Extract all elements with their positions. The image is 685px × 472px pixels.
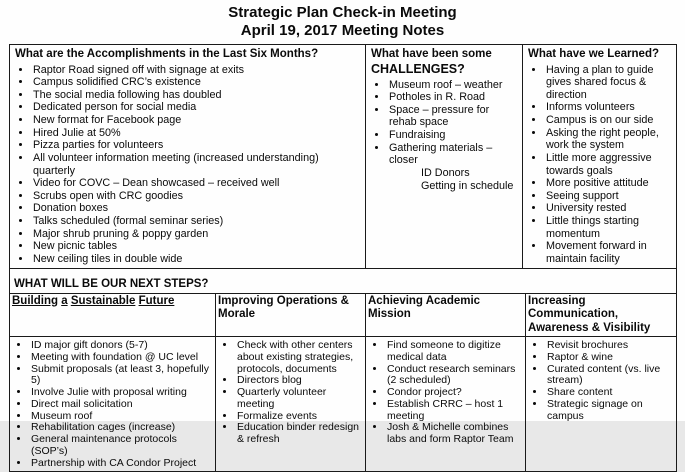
header-increasing-communication: Increasing Communication, Awareness & Visibility [526,293,677,337]
header-word: a [61,295,67,307]
list-item: • Campus is on our side [545,114,672,127]
improving-operations-list [219,340,361,446]
list-item: • All volunteer information meeting (increased understanding) quarterly [32,152,361,177]
list-item: • Gathering materials – closer [388,142,518,167]
cell-accomplishments [10,45,366,269]
doc-title [0,0,685,44]
list-item: • Having a plan to guide gives shared focus & direction [545,64,672,102]
list-item: • Curated content (vs. live stream) [546,364,672,388]
next-steps-section-header: WHAT WILL BE OUR NEXT STEPS? [10,268,677,293]
list-item: ID Donors [421,167,518,180]
list-item: • Raptor & wine [546,352,672,364]
list-item: • Share content [546,387,672,399]
challenges-header [369,47,518,78]
list-item: • New ceiling tiles in double wide [32,253,361,266]
list-item: • Find someone to digitize medical data [386,340,521,364]
cell-improving-operations-morale [216,337,366,472]
list-item: • Little more aggressive towards goals [545,152,672,177]
accomplishments-header: What are the Accomplishments in the Last Six Months? [13,47,361,63]
list-item: • Museum roof [30,411,211,423]
list-item: • Involve Julie with proposal writing [30,387,211,399]
list-item: • Video for COVC – Dean showcased – received well [32,177,361,190]
list-item: • Directors blog [236,375,361,387]
list-item: • Space – pressure for rehab space [388,104,518,129]
list-item: • Fundraising [388,129,518,142]
list-item: • Campus solidified CRC’s existence [32,76,361,89]
list-item: • ID major gift donors (5-7) [30,340,211,352]
list-item: • Education binder redesign & refresh [236,422,361,446]
learned-list [526,64,672,266]
list-item: • Josh & Michelle combines labs and form Raptor Team [386,422,521,446]
list-item: • Strategic signage on campus [546,399,672,423]
building-future-list [13,340,211,469]
header-word: Sustainable [71,295,136,307]
list-item: • Raptor Road signed off with signage at exits [32,64,361,77]
list-item: • Scrubs open with CRC goodies [32,190,361,203]
communication-list [529,340,672,422]
list-item: • Check with other centers about existing strategies, protocols, documents [236,340,361,375]
cell-challenges [366,45,523,269]
tables-container [9,44,676,472]
list-item: • Partnership with CA Condor Project [30,458,211,470]
list-item: • Major shrub pruning & poppy garden [32,228,361,241]
list-item: • Direct mail solicitation [30,399,211,411]
next-steps-table [9,268,677,472]
list-item: • Meeting with foundation @ UC level [30,352,211,364]
list-item: • Establish CRRC – host 1 meeting [386,399,521,423]
list-item: Getting in schedule [421,180,518,193]
learned-header: What have we Learned? [526,47,672,63]
list-item: • Conduct research seminars (2 scheduled) [386,364,521,388]
list-item: • Talks scheduled (formal seminar series) [32,215,361,228]
list-item: • More positive attitude [545,177,672,190]
list-item: • Asking the right people, work the system [545,127,672,152]
list-item: • Quarterly volunteer meeting [236,387,361,411]
list-item: • Formalize events [236,411,361,423]
list-item: • Submit proposals (at least 3, hopefully 5) [30,364,211,388]
header-achieving-academic-mission: Achieving Academic Mission [366,293,526,337]
accomplishments-list [13,64,361,266]
list-item: • Informs volunteers [545,101,672,114]
list-item: • Hired Julie at 50% [32,127,361,140]
list-item: • New picnic tables [32,240,361,253]
doc-title-line1: Strategic Plan Check-in Meeting [0,4,685,22]
list-item: • Movement forward in maintain facility [545,240,672,265]
cell-increasing-communication [526,337,677,472]
cell-learned [523,45,677,269]
list-item: • New format for Facebook page [32,114,361,127]
review-table [9,44,677,269]
header-word: Building [12,295,58,307]
list-item: • Potholes in R. Road [388,91,518,104]
list-item: • Seeing support [545,190,672,203]
list-item: • General maintenance protocols (SOP’s) [30,434,211,458]
list-item: • The social media following has doubled [32,89,361,102]
list-item: • University rested [545,202,672,215]
header-improving-operations-morale: Improving Operations & Morale [216,293,366,337]
challenges-header-line1: What have been some [371,48,517,62]
challenges-sub-list [369,167,518,192]
challenges-list [369,79,518,167]
header-word: Future [139,295,175,307]
list-item: • Condor project? [386,387,521,399]
cell-achieving-academic-mission [366,337,526,472]
list-item: • Dedicated person for social media [32,101,361,114]
list-item: • Rehabilitation cages (increase) [30,422,211,434]
cell-building-sustainable-future [10,337,216,472]
list-item: • Museum roof – weather [388,79,518,92]
header-building-sustainable-future [10,293,216,337]
list-item: • Pizza parties for volunteers [32,139,361,152]
challenges-header-line2: CHALLENGES? [371,62,517,77]
list-item: • Revisit brochures [546,340,672,352]
doc-title-line2: April 19, 2017 Meeting Notes [0,22,685,40]
list-item: • Donation boxes [32,202,361,215]
list-item: • Little things starting momentum [545,215,672,240]
academic-mission-list [369,340,521,446]
